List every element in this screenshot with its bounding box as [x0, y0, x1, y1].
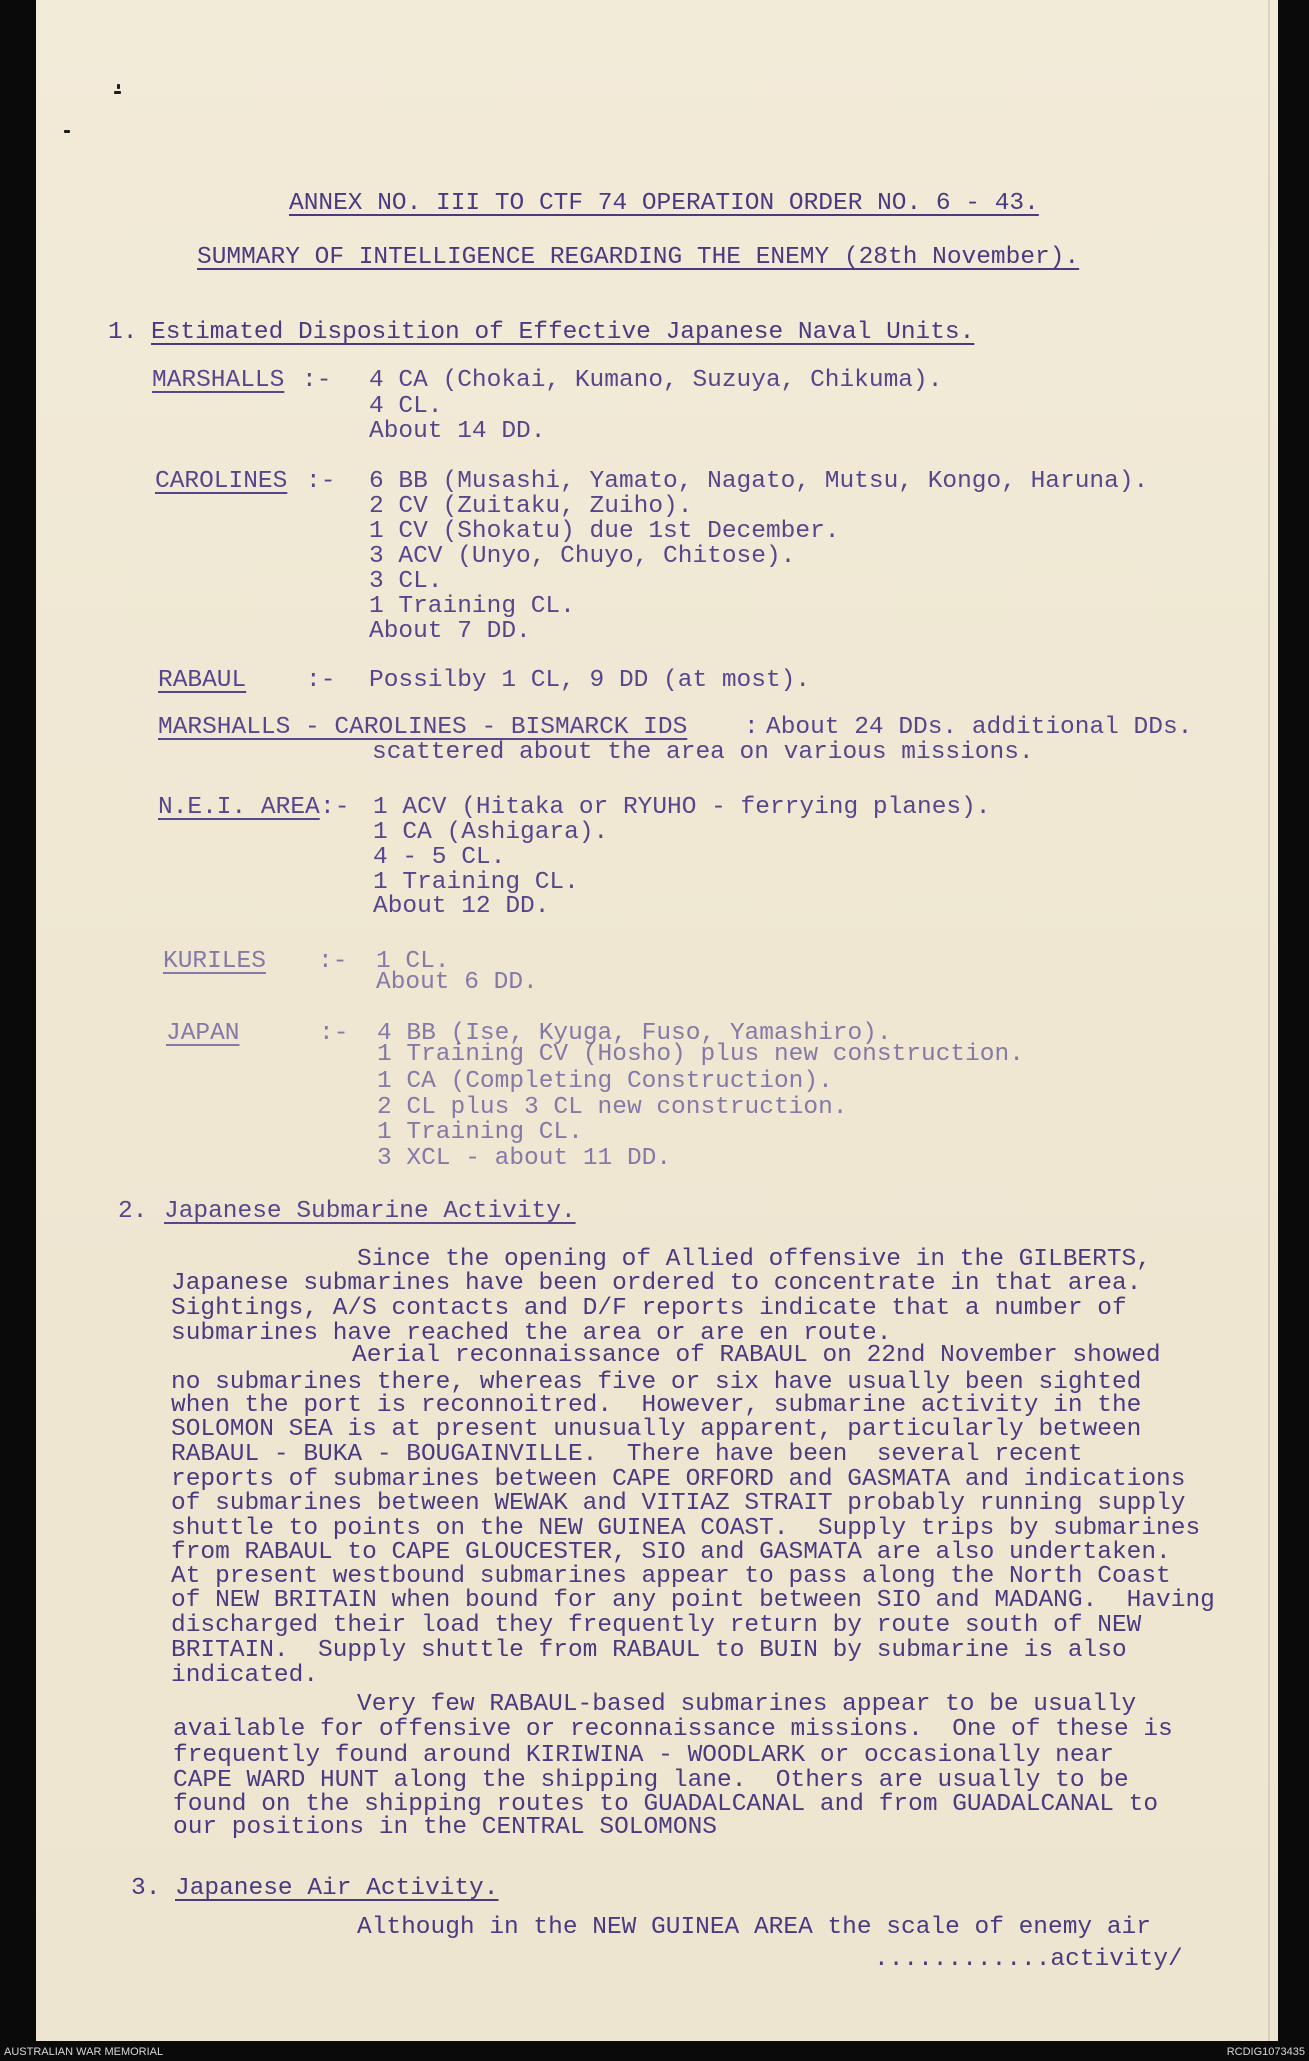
unit-line: 4 BB (Ise, Kyuga, Fuso, Yamashiro).: [377, 1020, 892, 1047]
section-number: 1.: [108, 319, 138, 346]
area-label: CAROLINES: [155, 468, 288, 495]
area-label: RABAUL: [158, 667, 247, 694]
area-separator: :-: [318, 948, 348, 975]
paragraph-line: when the port is reconnoitred. However, submarine activity in the: [171, 1392, 1142, 1419]
paragraph-line: CAPE WARD HUNT along the shipping lane. Others are usually to be: [173, 1767, 1129, 1794]
unit-line: 4 CA (Chokai, Kumano, Suzuya, Chikuma).: [369, 367, 943, 394]
paragraph-line: Sightings, A/S contacts and D/F reports indicate that a number of: [171, 1295, 1127, 1322]
area-label: N.E.I. AREA: [158, 794, 320, 821]
unit-line: 4 CL.: [369, 393, 443, 420]
unit-line: 1 CA (Ashigara).: [373, 819, 609, 846]
unit-line: About 6 DD.: [376, 969, 538, 996]
paragraph-line: shuttle to points on the NEW GUINEA COAST. Supply trips by submarines: [171, 1515, 1201, 1542]
unit-line: 1 CV (Shokatu) due 1st December.: [369, 518, 840, 545]
unit-line: 1 Training CL.: [373, 869, 579, 896]
area-label: MARSHALLS - CAROLINES - BISMARCK IDS: [158, 714, 688, 741]
area-label: KURILES: [163, 948, 266, 975]
unit-line: About 24 DDs. additional DDs.: [766, 714, 1193, 741]
paragraph-line: of NEW BRITAIN when bound for any point between SIO and MADANG. Having: [171, 1587, 1215, 1614]
paragraph-line: At present westbound submarines appear to pass along the North Coast: [171, 1563, 1171, 1590]
continuation-line: ............activity/: [874, 1946, 1183, 1973]
section-heading: Japanese Submarine Activity.: [164, 1198, 576, 1225]
paragraph-line: Japanese submarines have been ordered to concentrate in that area.: [171, 1270, 1142, 1297]
footer-id: RCDIG1073435: [1226, 2046, 1305, 2058]
unit-line: About 14 DD.: [369, 418, 546, 445]
unit-line: 2 CL plus 3 CL new construction.: [377, 1094, 848, 1121]
paragraph-line: BRITAIN. Supply shuttle from RABAUL to BUIN by submarine is also: [171, 1637, 1127, 1664]
paragraph-line: no submarines there, whereas five or six have usually been sighted: [171, 1369, 1142, 1396]
ink-mark: [114, 91, 121, 94]
paper-edge: [1268, 0, 1270, 2041]
paragraph-line: found on the shipping routes to GUADALCANAL and from GUADALCANAL to: [173, 1791, 1159, 1818]
unit-line: 3 ACV (Unyo, Chuyo, Chitose).: [369, 543, 796, 570]
paragraph-line: SOLOMON SEA is at present unusually apparent, particularly between: [171, 1416, 1142, 1443]
unit-line: 1 Training CL.: [369, 593, 575, 620]
area-label: JAPAN: [166, 1020, 240, 1047]
paragraph-line: our positions in the CENTRAL SOLOMONS: [173, 1814, 717, 1841]
area-separator: :-: [319, 1020, 349, 1047]
paragraph-line: from RABAUL to CAPE GLOUCESTER, SIO and GASMATA are also undertaken.: [171, 1539, 1171, 1566]
unit-line: 3 XCL - about 11 DD.: [377, 1145, 672, 1172]
paragraph-line: Although in the NEW GUINEA AREA the scale of enemy air: [357, 1914, 1151, 1941]
unit-line: About 7 DD.: [369, 618, 531, 645]
document-subtitle: SUMMARY OF INTELLIGENCE REGARDING THE ENEMY (28th November).: [197, 244, 1080, 271]
unit-line: 1 CL.: [376, 948, 450, 975]
paragraph-line: submarines have reached the area or are en route.: [171, 1320, 892, 1347]
paragraph-line: of submarines between WEWAK and VITIAZ STRAIT probably running supply: [171, 1490, 1186, 1517]
area-separator: :-: [306, 667, 336, 694]
footer-credit: AUSTRALIAN WAR MEMORIAL: [4, 2046, 164, 2058]
section-number: 3.: [131, 1875, 161, 1902]
area-separator: :-: [302, 367, 332, 394]
area-separator: :: [744, 714, 759, 741]
paragraph-line: frequently found around KIRIWINA - WOODLARK or occasionally near: [173, 1742, 1114, 1769]
unit-line: 1 Training CL.: [377, 1119, 583, 1146]
unit-line: 2 CV (Zuitaku, Zuiho).: [369, 493, 693, 520]
unit-line: 3 CL.: [369, 568, 443, 595]
unit-line: 1 ACV (Hitaka or RYUHO - ferrying planes).: [373, 794, 991, 821]
paragraph-line: RABAUL - BUKA - BOUGAINVILLE. There have been several recent: [171, 1441, 1083, 1468]
unit-line: 1 Training CV (Hosho) plus new construction.: [377, 1041, 1024, 1068]
paragraph-line: Aerial reconnaissance of RABAUL on 22nd November showed: [352, 1342, 1161, 1369]
paragraph-line: discharged their load they frequently return by route south of NEW: [171, 1612, 1142, 1639]
unit-line: 4 - 5 CL.: [373, 844, 506, 871]
area-label: MARSHALLS: [152, 367, 285, 394]
unit-line: Possilby 1 CL, 9 DD (at most).: [369, 667, 811, 694]
area-separator: :-: [320, 794, 350, 821]
paragraph-line: available for offensive or reconnaissance missions. One of these is: [173, 1716, 1173, 1743]
ink-mark: [117, 84, 120, 89]
document-title: ANNEX NO. III TO CTF 74 OPERATION ORDER NO. 6 - 43.: [289, 190, 1039, 217]
unit-line: About 12 DD.: [373, 893, 550, 920]
paragraph-line: reports of submarines between CAPE ORFORD and GASMATA and indications: [171, 1466, 1186, 1493]
unit-line: 1 CA (Completing Construction).: [377, 1068, 833, 1095]
section-heading: Estimated Disposition of Effective Japanese Naval Units.: [151, 319, 975, 346]
paragraph-line: indicated.: [171, 1662, 319, 1689]
paragraph-line: Since the opening of Allied offensive in the GILBERTS,: [357, 1246, 1151, 1273]
area-separator: :-: [306, 468, 336, 495]
unit-line: scattered about the area on various missions.: [372, 739, 1034, 766]
unit-line: 6 BB (Musashi, Yamato, Nagato, Mutsu, Kongo, Haruna).: [369, 468, 1149, 495]
section-number: 2.: [118, 1198, 148, 1225]
section-heading: Japanese Air Activity.: [175, 1875, 499, 1902]
paragraph-line: Very few RABAUL-based submarines appear to be usually: [357, 1691, 1137, 1718]
ink-mark: [64, 130, 70, 133]
